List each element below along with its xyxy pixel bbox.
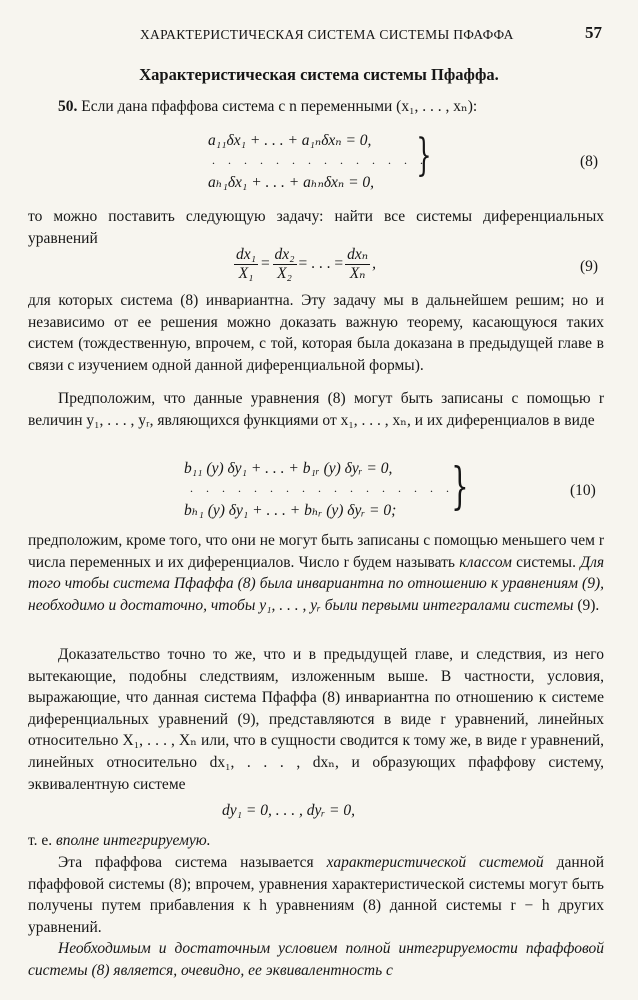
equation-10-line-2: bₕ₁ (y) δy₁ + . . . + bₕᵣ (y) δyᵣ = 0; (184, 502, 397, 519)
running-title: ХАРАКТЕРИСТИЧЕСКАЯ СИСТЕМА СИСТЕМЫ ПФАФФА (140, 27, 514, 42)
equation-8-line-1: a₁₁δx₁ + . . . + a₁ₙδxₙ = 0, (208, 132, 372, 149)
fraction-1: $\frac{\text{dx₁}}{\text{X₁}}$ (236, 246, 257, 282)
equation-10-dots: . . . . . . . . . . . . . . . . . (190, 481, 454, 495)
equation-8-brace: } (416, 130, 432, 181)
equation-dy: dy₁ = 0, . . . , dyᵣ = 0, (222, 802, 356, 819)
equation-9-label: (9) (580, 258, 599, 275)
paragraph-invariance-text: для которых система (8) инвариантна. Эту задачу мы в дальнейшем решим; но и независимо от ее решения можно доказать важную теорему, касающуюся таких систем (тождественную, впрочем, с той, которая была доказана в предыдущей главе в связи с изучением одной данной диференциальной формы). (28, 292, 604, 374)
term-characteristic-system: характеристической системой (326, 854, 544, 871)
equation-8-line-2: aₕ₁δx₁ + . . . + aₕₙδxₙ = 0, (208, 174, 375, 191)
paragraph-task (28, 206, 604, 249)
paragraph-condition-text: Необходимым и достаточным условием полной интегрируемости пфаффовой системы (8) является, очевидно, ее эквивалентность с (28, 940, 604, 979)
paragraph-suppose (28, 388, 604, 431)
paragraph-task-text: то можно поставить следующую задачу: найти все системы диференциальных уравнений (28, 208, 604, 247)
paragraph-integrable: т. е. вполне интегрируемую. (28, 832, 211, 849)
equation-10-label: (10) (570, 482, 596, 499)
equation-9: $\frac{\text{dx₁}}{\text{X₁}}$ = $\frac{\text{dx₂}}{\text{X₂}}$ = . . . = $\frac{\text{dxₙ}}{\text{Xₙ}}$ , (236, 246, 376, 282)
page-header (0, 24, 638, 48)
fraction-n: $\frac{\text{dxₙ}}{\text{Xₙ}}$ (347, 246, 369, 282)
term-class: классом (459, 553, 512, 571)
paragraph-50-intro (28, 96, 604, 118)
equation-8-label: (8) (580, 153, 599, 170)
equation-8-dots: . . . . . . . . . . . . . . (212, 153, 428, 167)
fraction-2: $\frac{\text{dx₂}}{\text{X₂}}$ (274, 246, 295, 282)
equation-10-line-1: b₁₁ (y) δy₁ + . . . + b₁ᵣ (y) δyᵣ = 0, (184, 460, 393, 477)
equation-10-brace: } (451, 457, 469, 515)
paragraph-suppose-text: Предположим, что данные уравнения (8) могут быть записаны с помощью r величин y₁, . . . , yᵣ, являющихся функциями от x₁, . . . , xₙ, и их диференциалов в виде (28, 390, 604, 429)
paragraph-text: Если дана пфаффова система с n переменными (x₁, . . . , xₙ): (81, 98, 478, 115)
paragraph-class: предположим, кроме того, что они не могут быть записаны с помощью меньшего чем r числа переменных и их диференциалов. Число r будем называть классом системы. Для того чтобы система Пфаффа (8) была инвариантна по отношению к уравнениям (9), необходимо и достаточно, чтобы y₁, . . . , yᵣ были первыми интегралами системы (9). (28, 532, 605, 614)
paragraph-number: 50. (58, 98, 78, 115)
section-title: Характеристическая система системы Пфаффа. (139, 65, 499, 84)
paragraph-characteristic: Эта пфаффова система называется характеристической системой данной пфаффовой системы (8); впрочем, уравнения характеристической системы могут быть получены путем прибавления к h уравнениям (8) данной системы r − h других уравнений. (28, 854, 604, 936)
paragraph-proof (28, 644, 604, 795)
paragraph-condition (28, 938, 604, 981)
paragraph-invariance (28, 290, 604, 376)
theorem-statement: Для того чтобы система Пфаффа (8) была инвариантна по отношению к уравнениям (9), необходимо и достаточно, чтобы y₁, . . . , yᵣ были первыми интегралами системы (28, 553, 605, 614)
page-number: 57 (585, 23, 602, 42)
paragraph-proof-text: Доказательство точно то же, что и в предыдущей главе, и следствия, из него вытекающие, подобны следствиям, изложенным выше. В частности, условия, выражающие, что данная система Пфаффа (8) инвариантна по отношению к системе диференциальных уравнений (9), представляются в виде r уравнений, линейных относительно X₁, . . . , Xₙ или, что в сущности сводится к тому же, в виде r уравнений, линейных относительно dx₁, . . . , dxₙ, и образующих пфаффову систему, эквивалентную системе (28, 646, 604, 793)
term-integrable: вполне интегрируемую. (56, 832, 211, 849)
